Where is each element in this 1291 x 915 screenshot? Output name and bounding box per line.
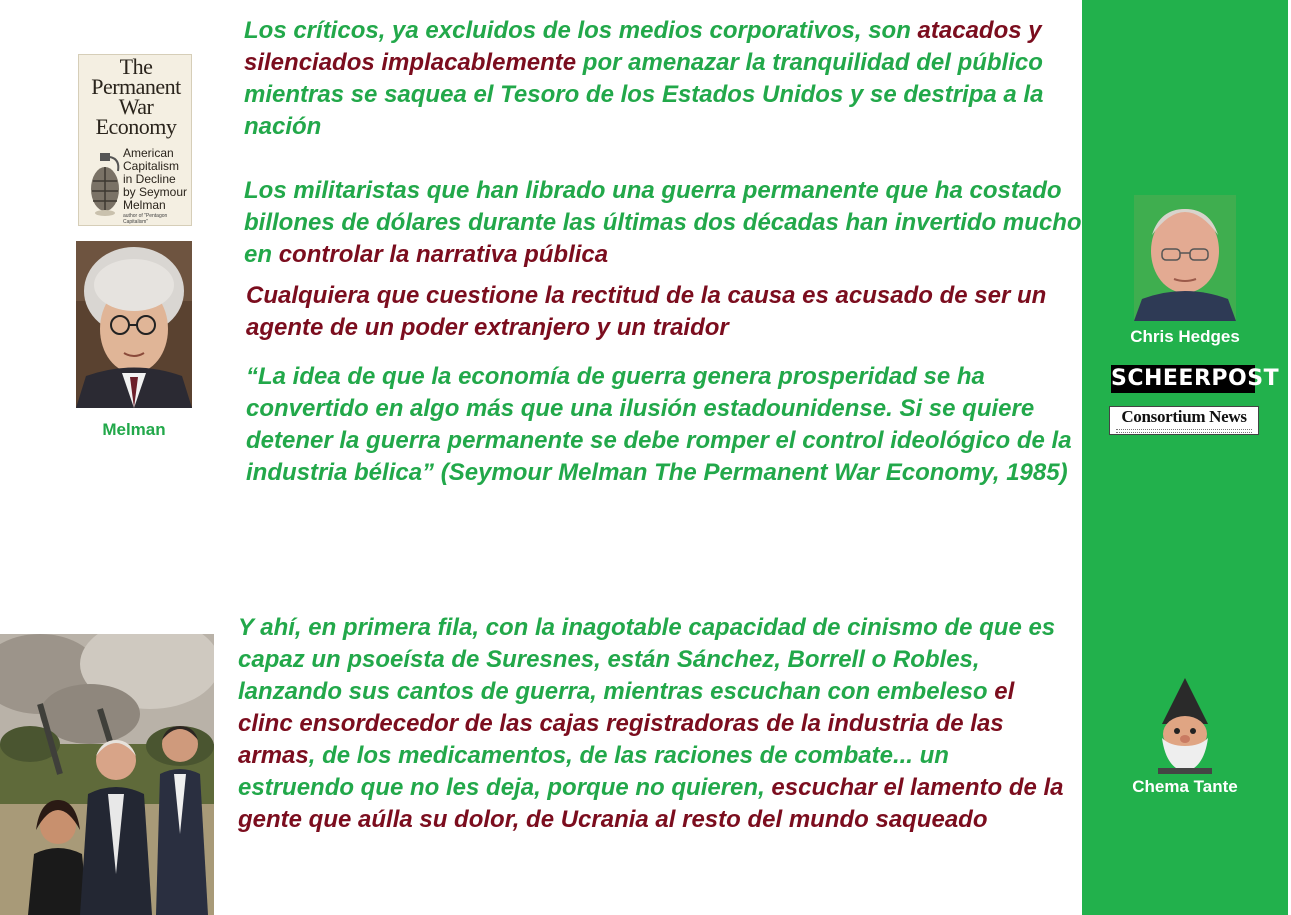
melman-caption: Melman xyxy=(102,420,166,439)
scheerpost-logo: SCHEERPOST xyxy=(1111,366,1280,391)
book-title-line: Economy xyxy=(95,114,177,139)
text-segment: “La idea de que la economía de guerra genera prosperidad se ha convertido en algo más que una ilusión estadounidense. Si se quiere detener la guerra permanente se debe romper el control ideológico de la industria bélica” (Seymour Melman The Permanent War Economy, 1985) xyxy=(246,363,1072,486)
text-segment: Y ahí, en primera fila, con la inagotable capacidad de cinismo de que es capaz un psoeísta de Suresnes, están Sánchez, Borrell o Robles, lanzando sus cantos de guerra, mientras escuchan con embeleso xyxy=(238,614,1056,705)
text-segment: Cualquiera que cuestione la rectitud de la causa es acusado de ser un agente de un poder extranjero y un traidor xyxy=(246,282,1047,341)
book-subtitle-line: in Decline xyxy=(123,172,176,186)
book-subtitle-line: Melman xyxy=(123,198,166,212)
book-subtitle-line: Capitalism xyxy=(123,159,180,173)
text-segment: Los militaristas que han librado una guerra permanente que ha costado billones de dólares durante las últimas dos décadas han invertido mucho en xyxy=(244,177,1082,268)
consortium-news-tagline xyxy=(1116,429,1252,433)
consortium-news-name: Consortium News xyxy=(1121,407,1247,426)
paragraph-melman-quote xyxy=(246,361,1082,489)
war-politicians-photo xyxy=(0,634,214,915)
paragraph-politicians xyxy=(238,612,1068,836)
chris-hedges-caption: Chris Hedges xyxy=(1130,327,1240,346)
melman-portrait xyxy=(76,241,192,408)
consortium-news-logo xyxy=(1109,406,1259,435)
book-author-note: author of "Pentagon Capitalism" xyxy=(123,213,168,225)
chema-tante-avatar xyxy=(1148,676,1222,774)
paragraph-critics xyxy=(244,15,1074,143)
book-title-line: Permanent xyxy=(91,74,181,99)
book-subtitle xyxy=(123,147,193,212)
chema-tante-caption: Chema Tante xyxy=(1132,777,1238,796)
text-segment: controlar la narrativa pública xyxy=(278,241,609,268)
book-subtitle-line: American xyxy=(123,146,174,160)
text-segment: escuchar el lamento de la gente que aúlla su dolor, de Ucrania al resto del mundo saqueado xyxy=(238,774,1064,833)
text-segment: Los críticos, ya excluidos de los medios corporativos, son xyxy=(244,17,918,44)
text-segment: atacados y silenciados implacablemente xyxy=(244,17,1042,76)
book-title xyxy=(79,54,193,139)
paragraph-accused xyxy=(246,280,1082,344)
sidebar xyxy=(1082,0,1288,915)
book-title-line: War xyxy=(118,94,154,119)
text-segment: por amenazar la tranquilidad del público mientras se saquea el Tesoro de los Estados Unidos y se destripa a la nación xyxy=(244,49,1044,140)
book-subtitle-line: by Seymour xyxy=(123,185,188,199)
grenade-icon xyxy=(87,151,125,217)
book-title-line: The xyxy=(119,54,153,79)
text-segment: , de los medicamentos, de las raciones de combate... un estruendo que no les deja, porque no quieren, xyxy=(238,742,949,801)
paragraph-militarists xyxy=(244,175,1082,271)
book-cover-image xyxy=(78,54,192,226)
text-segment: el clinc ensordecedor de las cajas registradoras de la industria de las armas xyxy=(238,678,1015,769)
chris-hedges-portrait xyxy=(1134,195,1236,321)
